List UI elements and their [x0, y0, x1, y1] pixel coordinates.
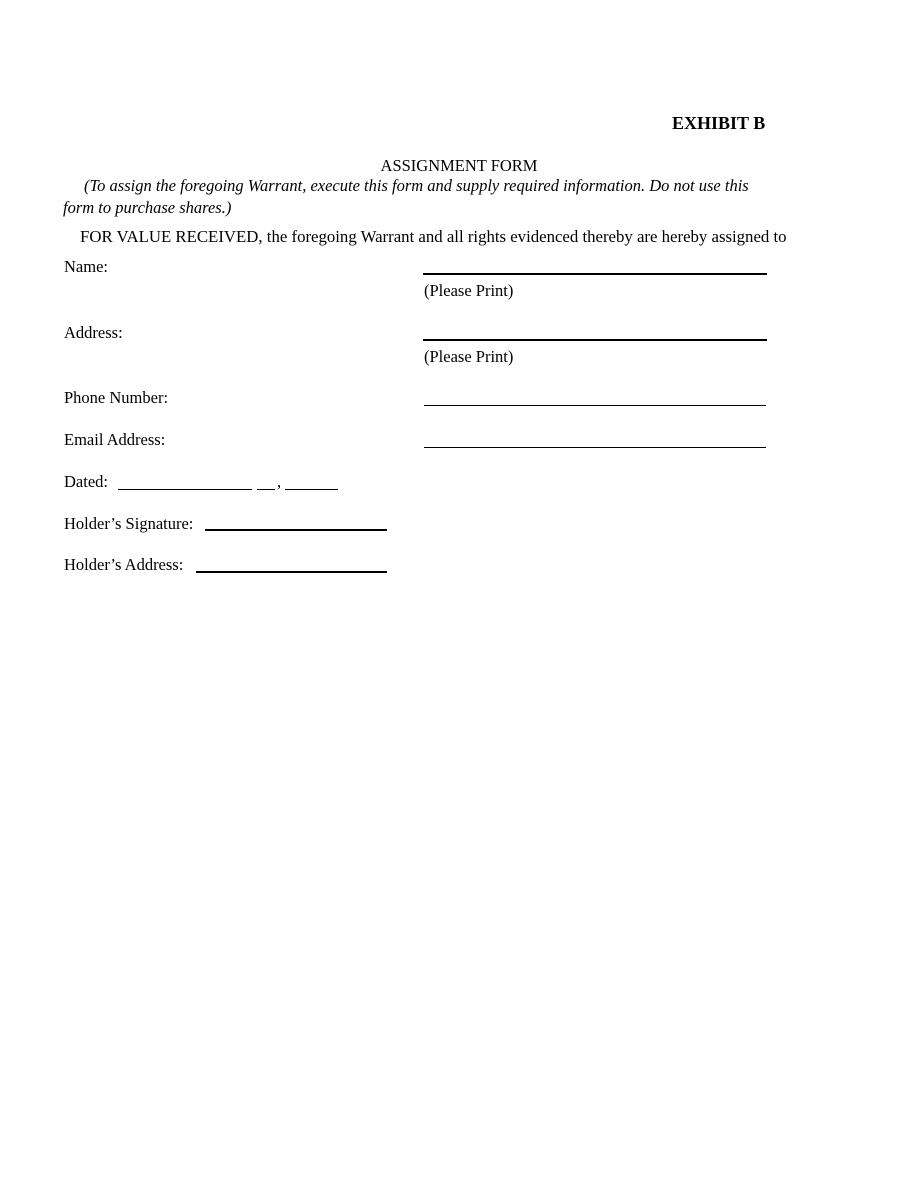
- instructions-line-1: (To assign the foregoing Warrant, execute this form and supply required information. Do not use this: [84, 176, 749, 195]
- address-hint: (Please Print): [424, 347, 514, 366]
- dated-year-field[interactable]: [285, 489, 338, 490]
- name-field[interactable]: [423, 273, 767, 275]
- intro-paragraph: FOR VALUE RECEIVED, the foregoing Warrant and all rights evidenced thereby are hereby assigned to: [80, 227, 787, 246]
- holder-address-label: Holder’s Address:: [64, 555, 184, 574]
- dated-month-field[interactable]: [118, 489, 252, 490]
- name-label: Name:: [64, 257, 108, 276]
- signature-label: Holder’s Signature:: [64, 514, 194, 533]
- email-label: Email Address:: [64, 430, 166, 449]
- email-field[interactable]: [424, 447, 766, 448]
- form-title: ASSIGNMENT FORM: [380, 156, 538, 175]
- dated-day-field[interactable]: [257, 489, 275, 490]
- holder-address-field[interactable]: [196, 571, 387, 573]
- instructions-line-2: form to purchase shares.): [63, 198, 232, 217]
- address-label: Address:: [64, 323, 123, 342]
- phone-label: Phone Number:: [64, 388, 169, 407]
- name-hint: (Please Print): [424, 281, 514, 300]
- signature-field[interactable]: [205, 529, 387, 531]
- exhibit-heading: EXHIBIT B: [672, 113, 766, 133]
- dated-label: Dated:: [64, 472, 108, 491]
- address-field[interactable]: [423, 339, 767, 341]
- phone-field[interactable]: [424, 405, 766, 406]
- dated-comma: ,: [277, 472, 282, 491]
